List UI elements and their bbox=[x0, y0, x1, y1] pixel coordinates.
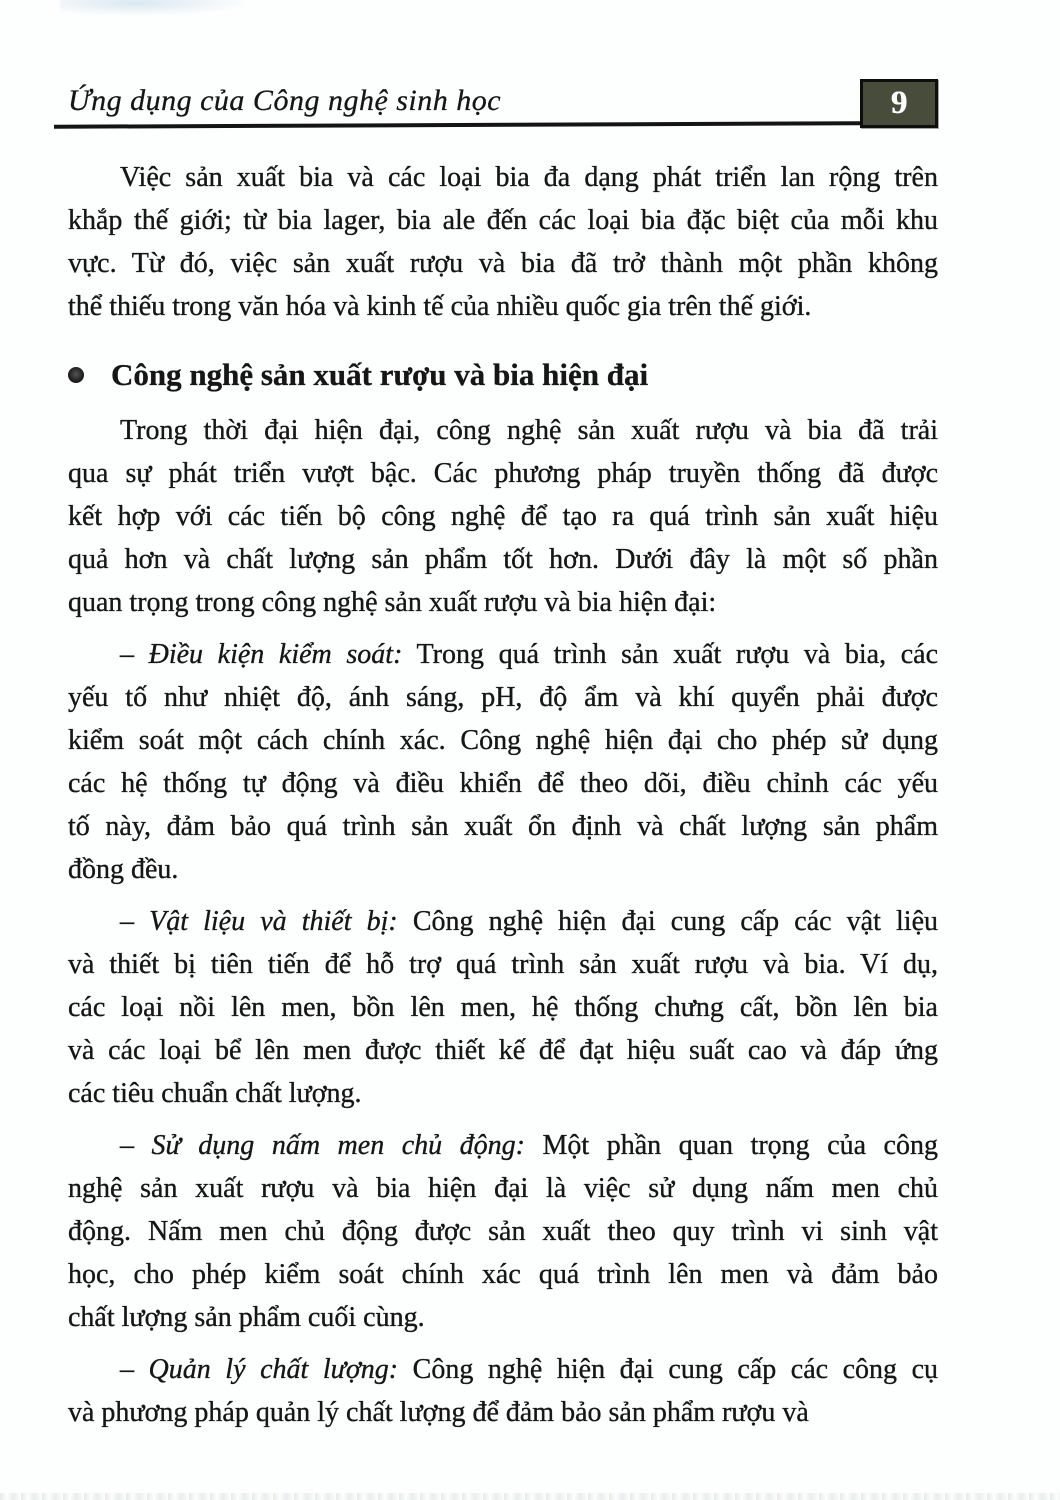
paragraph-dieu-kien-kiem-soat bbox=[68, 633, 938, 891]
paragraph-quan-ly-chat-luong bbox=[68, 1348, 938, 1434]
text-line: khắp thế giới; từ bia lager, bia ale đến các loại bia đặc biệt của mỗi khu bbox=[68, 205, 938, 236]
page-body bbox=[68, 156, 938, 1443]
text-line: kiểm soát một cách chính xác. Công nghệ hiện đại cho phép sử dụng bbox=[68, 725, 938, 756]
paragraph-lead: – Vật liệu và thiết bị: bbox=[120, 906, 398, 937]
text-line: kết hợp với các tiến bộ công nghệ để tạo ra quá trình sản xuất hiệu bbox=[68, 501, 938, 532]
scan-artifact-bottom bbox=[0, 1493, 1060, 1500]
text-line: động. Nấm men chủ động được sản xuất theo quy trình vi sinh vật bbox=[68, 1216, 938, 1247]
text-line: và thiết bị tiên tiến để hỗ trợ quá trình sản xuất rượu và bia. Ví dụ, bbox=[68, 949, 938, 980]
paragraph-intro bbox=[68, 156, 938, 328]
line-text: Công nghệ hiện đại cung cấp các công cụ bbox=[398, 1354, 938, 1385]
paragraph-overview bbox=[68, 409, 938, 624]
text-line: tố này, đảm bảo quá trình sản xuất ổn định và chất lượng sản phẩm bbox=[68, 811, 938, 842]
text-line: vực. Từ đó, việc sản xuất rượu và bia đã trở thành một phần không bbox=[68, 248, 938, 279]
text-line: và các loại bể lên men được thiết kế để đạt hiệu suất cao và đáp ứng bbox=[68, 1035, 938, 1066]
text-line: các loại nồi lên men, bồn lên men, hệ thống chưng cất, bồn lên bia bbox=[68, 992, 938, 1023]
line-text: Một phần quan trọng của công bbox=[524, 1130, 938, 1161]
text-line: và phương pháp quản lý chất lượng để đảm bảo sản phẩm rượu và bbox=[68, 1397, 809, 1428]
text-line: quan trọng trong công nghệ sản xuất rượu và bia hiện đại: bbox=[68, 587, 717, 618]
text-line: các hệ thống tự động và điều khiển để theo dõi, điều chỉnh các yếu bbox=[68, 768, 938, 799]
text-line: qua sự phát triển vượt bậc. Các phương pháp truyền thống đã được bbox=[68, 458, 938, 489]
text-line: quả hơn và chất lượng sản phẩm tốt hơn. Dưới đây là một số phần bbox=[68, 544, 938, 575]
paragraph-lead: – Sử dụng nấm men chủ động: bbox=[120, 1130, 525, 1161]
text-line: học, cho phép kiểm soát chính xác quá trình lên men và đảm bảo bbox=[68, 1259, 938, 1290]
running-header-title: Ứng dụng của Công nghệ sinh học bbox=[68, 84, 502, 117]
page-number-badge bbox=[860, 79, 938, 128]
section-heading bbox=[68, 353, 938, 397]
text-line bbox=[68, 1348, 938, 1391]
line-text: Công nghệ hiện đại cung cấp các vật liệu bbox=[397, 906, 938, 937]
scan-artifact-top bbox=[60, 0, 250, 16]
text-line: Trong thời đại hiện đại, công nghệ sản xuất rượu và bia đã trải bbox=[120, 415, 938, 446]
paragraph-lead: – Điều kiện kiểm soát: bbox=[120, 639, 403, 670]
text-line: các tiêu chuẩn chất lượng. bbox=[68, 1078, 362, 1109]
text-line: đồng đều. bbox=[68, 854, 179, 885]
paragraph-lead: – Quản lý chất lượng: bbox=[120, 1354, 399, 1385]
text-line bbox=[68, 900, 938, 943]
text-line bbox=[68, 633, 938, 676]
bullet-icon bbox=[68, 367, 84, 383]
text-line: nghệ sản xuất rượu và bia hiện đại là việc sử dụng nấm men chủ bbox=[68, 1173, 938, 1204]
page-number: 9 bbox=[890, 85, 908, 121]
header-rule bbox=[54, 121, 860, 129]
line-text: Trong quá trình sản xuất rượu và bia, các bbox=[402, 639, 938, 670]
paragraph-vat-lieu-thiet-bi bbox=[68, 900, 938, 1115]
text-line: Việc sản xuất bia và các loại bia đa dạng phát triển lan rộng trên bbox=[120, 162, 938, 193]
text-line: chất lượng sản phẩm cuối cùng. bbox=[68, 1302, 425, 1333]
text-line bbox=[68, 1124, 938, 1167]
section-heading-text: Công nghệ sản xuất rượu và bia hiện đại bbox=[111, 357, 649, 392]
text-line: thể thiếu trong văn hóa và kinh tế của nhiều quốc gia trên thế giới. bbox=[68, 291, 812, 322]
text-line: yếu tố như nhiệt độ, ánh sáng, pH, độ ẩm và khí quyển phải được bbox=[68, 682, 938, 713]
paragraph-nam-men-chu-dong bbox=[68, 1124, 938, 1339]
